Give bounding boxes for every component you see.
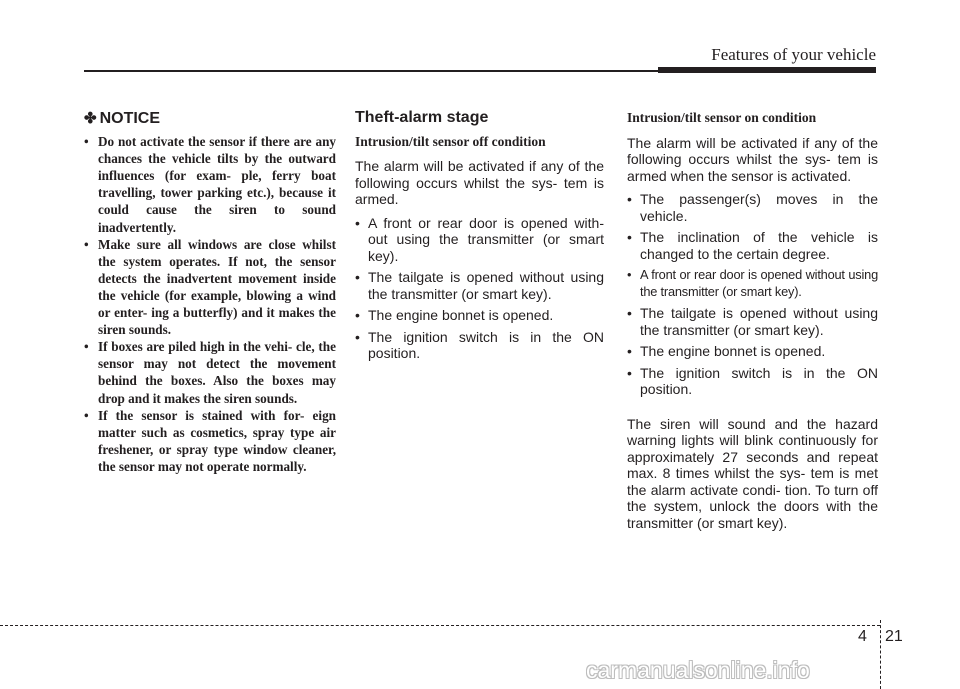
bullet-icon: • — [627, 191, 632, 207]
notice-item-text: Do not activate the sensor if there are any chances the vehicle tilts by the outward influences (for exam- ple, ferry boat travelling, tower parking etc.), because it could cause the siren to sound inadvertently. — [98, 134, 336, 235]
bullet-icon: • — [355, 214, 360, 231]
bullet-icon: • — [355, 269, 360, 285]
notice-heading — [84, 110, 336, 127]
sensor-on-item — [627, 267, 878, 300]
notice-item — [84, 236, 336, 339]
sensor-off-item — [355, 329, 604, 362]
sensor-on-item — [627, 343, 878, 360]
sensor-on-list — [627, 191, 878, 398]
sensor-off-item-text: A front or rear door is opened with- out using the transmitter (or smart key). — [368, 214, 604, 264]
sensor-on-item — [627, 305, 878, 338]
notice-item-text: If boxes are piled high in the vehi- cle, the sensor may not detect the movement behind the boxes. Also the boxes may drop and it makes the siren sounds. — [98, 339, 336, 406]
footer-rule — [0, 625, 880, 626]
header-tab-bar — [658, 67, 876, 73]
sensor-on-subtitle: Intrusion/tilt sensor on condition — [627, 110, 817, 125]
sensor-on-item-text: A front or rear door is opened without using the transmitter (or smart key). — [640, 267, 878, 299]
sensor-on-item — [627, 365, 878, 398]
notice-item — [84, 407, 336, 475]
sensor-on-closing: The siren will sound and the hazard warning lights will blink continuously for approximately 27 seconds and repeat max. 8 times whilst the sys- tem is met the alarm activate condi- tion. To turn off the system, unlock the doors with the transmitter (or smart key). — [627, 415, 878, 531]
bullet-icon: • — [84, 134, 89, 150]
bullet-icon: • — [627, 229, 632, 245]
sensor-off-subtitle: Intrusion/tilt sensor off condition — [355, 133, 546, 149]
sensor-on-item — [627, 229, 878, 262]
sensor-off-list — [355, 215, 604, 362]
header-rule — [84, 70, 658, 72]
bullet-icon: • — [84, 236, 89, 252]
sensor-on-item-text: The passenger(s) moves in the vehicle. — [640, 191, 878, 224]
chapter-number: 4 — [858, 628, 867, 645]
notice-item — [84, 338, 336, 406]
sensor-on-item-text: The inclination of the vehicle is changed to the certain degree. — [640, 229, 878, 262]
notice-list — [84, 133, 336, 475]
bullet-icon: • — [84, 407, 89, 423]
sensor-off-intro: The alarm will be activated if any of the following occurs whilst the sys- tem is armed. — [355, 158, 604, 207]
bullet-icon: • — [355, 307, 360, 323]
asterisk-star-icon: ✤ — [84, 110, 97, 127]
footer-divider — [880, 620, 881, 689]
bullet-icon: • — [627, 305, 632, 321]
bullet-icon: • — [627, 343, 632, 359]
sensor-on-intro: The alarm will be activated if any of the following occurs whilst the sys- tem is armed when the sensor is activated. — [627, 134, 878, 184]
sensor-off-item — [355, 215, 604, 265]
notice-column — [84, 110, 336, 475]
watermark: carmanualsonline.info — [586, 657, 810, 683]
notice-item — [84, 133, 336, 236]
sensor-on-item — [627, 191, 878, 224]
header-title: Features of your vehicle — [711, 45, 876, 64]
sensor-on-item-text: The engine bonnet is opened. — [640, 343, 826, 359]
sensor-off-item — [355, 307, 604, 324]
bullet-icon: • — [84, 339, 89, 355]
theft-alarm-column — [355, 110, 604, 367]
sensor-off-item-text: The tailgate is opened without using the transmitter (or smart key). — [368, 269, 604, 302]
sensor-off-item-text: The engine bonnet is opened. — [368, 307, 554, 323]
notice-item-text: If the sensor is stained with for- eign matter such as cosmetics, spray type air freshener, or spray type window cleaner, the sensor may not operate normally. — [98, 407, 336, 474]
section-title: Theft-alarm stage — [355, 109, 489, 126]
page-number: 21 — [885, 628, 903, 645]
sensor-on-item-text: The tailgate is opened without using the transmitter (or smart key). — [640, 305, 878, 338]
sensor-on-item-text: The ignition switch is in the ON position. — [640, 364, 878, 397]
bullet-icon: • — [627, 267, 632, 282]
notice-item-text: Make sure all windows are close whilst the system operates. If not, the sensor detects the inadvertent movement inside the vehicle (for example, blowing a wind or enter- ing a butterfly) and it makes the siren sounds. — [98, 236, 336, 338]
sensor-on-column — [627, 110, 878, 538]
sensor-off-item-text: The ignition switch is in the ON position. — [368, 328, 604, 361]
bullet-icon: • — [355, 328, 360, 345]
bullet-icon: • — [627, 364, 632, 381]
notice-heading-text: NOTICE — [99, 110, 161, 127]
sensor-off-item — [355, 269, 604, 302]
